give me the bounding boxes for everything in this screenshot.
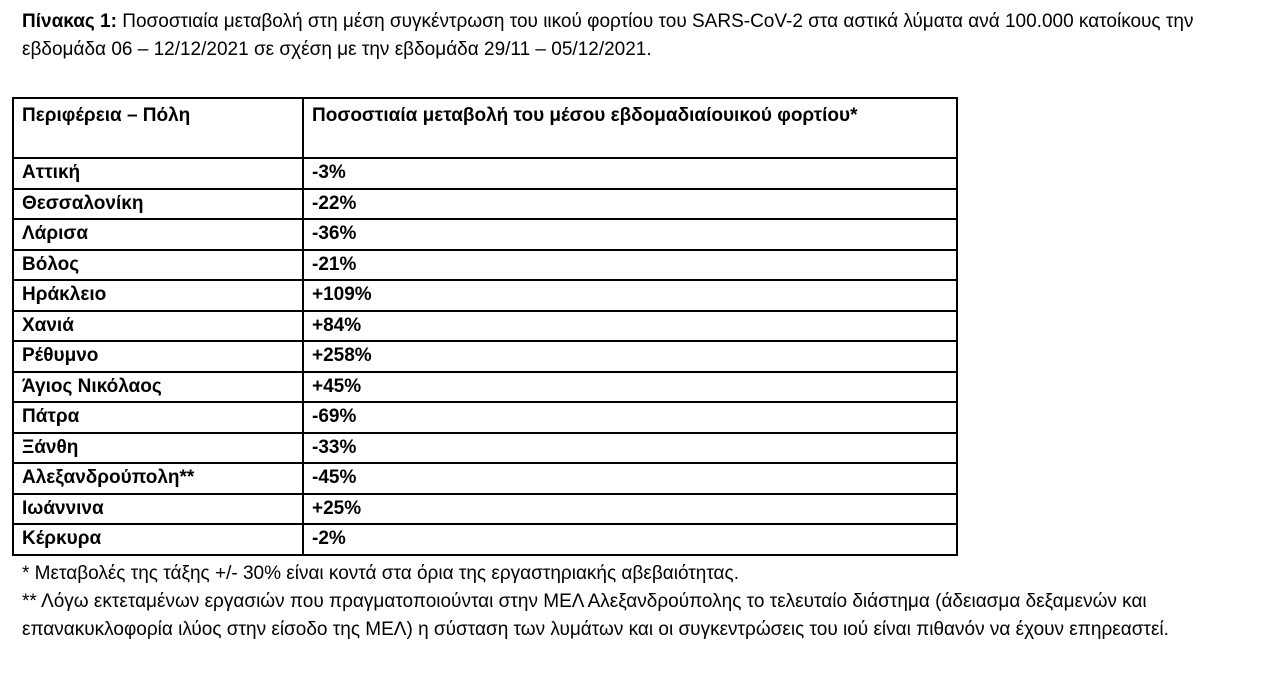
city-cell: Ιωάννινα [13, 494, 303, 525]
change-cell: -3% [303, 158, 957, 189]
table-row [13, 433, 957, 464]
city-cell: Αλεξανδρούπολη** [13, 463, 303, 494]
table-row [13, 189, 957, 220]
city-cell: Κέρκυρα [13, 524, 303, 555]
caption-label: Πίνακας 1: [22, 11, 117, 32]
table-row [13, 280, 957, 311]
table-row [13, 494, 957, 525]
caption-text: Ποσοστιαία μεταβολή στη μέση συγκέντρωση του ιικού φορτίου του SARS-CoV-2 στα αστικά λύματα ανά 100.000 κατοίκους την εβδομάδα 06 – 12/12/2021 σε σχέση με την εβδομάδα 29/11 – 05/12/2021. [22, 11, 1194, 60]
change-cell: +109% [303, 280, 957, 311]
table-row [13, 402, 957, 433]
change-cell: +258% [303, 341, 957, 372]
city-cell: Θεσσαλονίκη [13, 189, 303, 220]
table-row [13, 463, 957, 494]
table-row [13, 158, 957, 189]
city-cell: Άγιος Νικόλαος [13, 372, 303, 403]
footnote-alexandroupoli: ** Λόγω εκτεταμένων εργασιών που πραγματοποιούνται στην ΜΕΛ Αλεξανδρούπολης το τελευταίο διάστημα (άδειασμα δεξαμενών και επανακυκλοφορία ιλύος στην είσοδο της ΜΕΛ) η σύσταση των λυμάτων και οι συγκεντρώσεις του ιού είναι πιθανόν να έχουν επηρεαστεί. [22, 591, 1169, 640]
header-region: Περιφέρεια – Πόλη [13, 98, 303, 158]
change-cell: -33% [303, 433, 957, 464]
wastewater-change-table [12, 97, 958, 556]
change-cell: +45% [303, 372, 957, 403]
table-row [13, 250, 957, 281]
change-cell: -21% [303, 250, 957, 281]
table-caption [22, 8, 1282, 64]
city-cell: Βόλος [13, 250, 303, 281]
footnote-uncertainty: * Μεταβολές της τάξης +/- 30% είναι κοντά στα όρια της εργαστηριακής αβεβαιότητας. [22, 563, 739, 584]
change-cell: -22% [303, 189, 957, 220]
table-row [13, 311, 957, 342]
city-cell: Πάτρα [13, 402, 303, 433]
header-change: Ποσοστιαία μεταβολή του μέσου εβδομαδιαίουικού φορτίου* [303, 98, 957, 158]
table-row [13, 341, 957, 372]
city-cell: Ξάνθη [13, 433, 303, 464]
change-cell: -2% [303, 524, 957, 555]
change-cell: -36% [303, 219, 957, 250]
city-cell: Ρέθυμνο [13, 341, 303, 372]
change-cell: -69% [303, 402, 957, 433]
change-cell: -45% [303, 463, 957, 494]
city-cell: Χανιά [13, 311, 303, 342]
table-row [13, 219, 957, 250]
city-cell: Λάρισα [13, 219, 303, 250]
table-row [13, 524, 957, 555]
city-cell: Ηράκλειο [13, 280, 303, 311]
city-cell: Αττική [13, 158, 303, 189]
change-cell: +84% [303, 311, 957, 342]
table-header-row [13, 98, 957, 158]
footnotes [22, 560, 1282, 644]
change-cell: +25% [303, 494, 957, 525]
table-row [13, 372, 957, 403]
